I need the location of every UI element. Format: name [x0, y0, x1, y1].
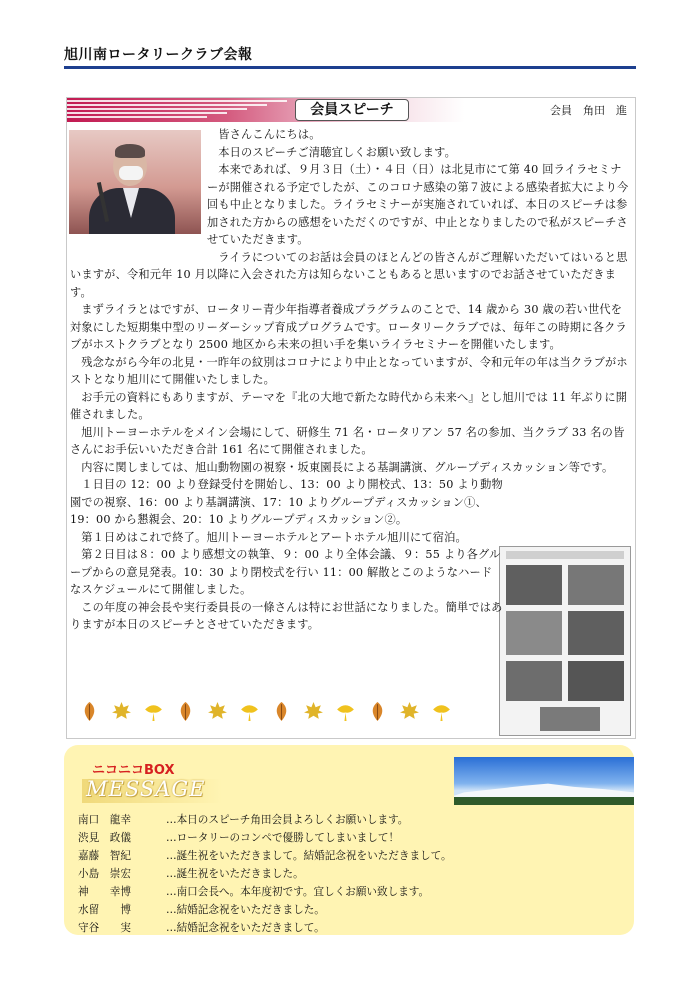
member-name: 嘉藤 智紀	[78, 850, 131, 862]
member-message: …結婚記念祝をいただきまして。	[166, 922, 325, 934]
autumn-leaf-icon	[175, 701, 196, 722]
message-label: MESSAGE	[86, 777, 206, 801]
speech-paragraph: 本来であれば、９月３日（土）・４日（日）は北見市にて第 40 回ライラセミナーが開催される予定でしたが、このコロナ感染の第７波による感染者拡大により今回も中止となりました。ライラセミナーが実施されていれば、本日のスピーチは参加された方からの感想をいただくのですが、中止となりましたので私がスピーチさせていただきます。	[207, 163, 629, 246]
ginkgo-leaf-icon	[335, 701, 356, 722]
member-name: 渋見 政儀	[78, 832, 131, 844]
speech-paragraph: 第１日めはこれで終了。旭川トーヨーホテルとアートホテル旭川にて宿泊。	[81, 530, 467, 544]
ginkgo-leaf-icon	[431, 701, 452, 722]
member-message: …ロータリーのコンペで優勝してしまいまして！	[166, 832, 400, 844]
list-item	[78, 919, 452, 937]
member-message: …結婚記念祝をいただきました。	[166, 904, 325, 916]
speech-title: 会員スピーチ	[295, 99, 409, 121]
list-item	[78, 901, 452, 919]
member-message: …誕生祝をいただきまして。結婚記念祝をいただきまして。	[166, 850, 452, 862]
autumn-leaves-decoration	[79, 698, 479, 724]
speech-paragraph: ライラについてのお話は会員のほとんどの皆さんがご理解いただいてはいると思いますが、令和元年 10 月以降に入会された方は知らないこともあると思いますのでお話させていただきます。	[70, 250, 628, 299]
member-name: 小島 崇宏	[78, 868, 131, 880]
autumn-leaf-icon	[367, 701, 388, 722]
maple-leaf-icon	[399, 701, 420, 722]
list-item	[78, 883, 452, 901]
speech-paragraph: お手元の資料にもありますが、テーマを『北の大地で新たな時代から未来へ』とし旭川では 11 年ぶりに開催されました。	[70, 390, 628, 421]
speech-body	[67, 126, 635, 676]
speech-paragraph: この年度の神会長や実行委員長の一條さんは特にお世話になりました。簡単ではありますが本日のスピーチとさせていただきます。	[70, 600, 503, 631]
maple-leaf-icon	[111, 701, 132, 722]
member-message: …南口会長へ。本年度初です。宜しくお願い致します。	[166, 886, 430, 898]
member-name: 守谷 実	[78, 922, 131, 934]
speech-paragraph: 旭川トーヨーホテルをメイン会場にして、研修生 71 名・ロータリアン 57 名の参加、当クラブ 33 名の皆さんにお手伝いいただき合計 161 名にて開催されました。	[70, 425, 625, 456]
list-item	[78, 811, 452, 829]
autumn-leaf-icon	[79, 701, 100, 722]
speech-paragraph: 残念ながら今年の北見・一昨年の紋別はコロナにより中止となっていますが、令和元年の年は当クラブがホストとなり旭川にて開催いたしました。	[70, 355, 628, 386]
speech-section	[66, 97, 636, 739]
ginkgo-leaf-icon	[143, 701, 164, 722]
nico-message-list	[78, 811, 452, 937]
member-name: 神 幸博	[78, 886, 131, 898]
member-name: 南口 龍幸	[78, 814, 131, 826]
speech-paragraph: 本日のスピーチご清聴宜しくお願い致します。	[218, 145, 456, 159]
list-item	[78, 829, 452, 847]
list-item	[78, 865, 452, 883]
speech-paragraph: １日目の 12：00 より登録受付を開始し、13：00 より開校式、13：50 より動物園での視察、16：00 より基調講演、17：10 よりグループディスカッション①、19：00 から懇親会、20：10 よりグループディスカッション②。	[70, 478, 503, 526]
speech-header	[67, 98, 635, 122]
speech-paragraph: まずライラとはですが、ロータリー青少年指導者養成プラグラムのことで、14 歳から 30 歳の若い世代を対象にした短期集中型のリーダーシップ育成プログラムです。ロータリークラブでは、毎年この時期に各クラブがホストクラブとなり 2500 地区から未来の担い手を集いライラセミナーを開催いたします。	[70, 303, 627, 351]
autumn-leaf-icon	[271, 701, 292, 722]
header-rule	[64, 66, 636, 69]
header-stripes	[67, 98, 307, 122]
speaker-name: 会員 角田 進	[550, 104, 627, 117]
nico-box-section	[64, 745, 634, 935]
ginkgo-leaf-icon	[239, 701, 260, 722]
maple-leaf-icon	[207, 701, 228, 722]
newsletter-title: 旭川南ロータリークラブ会報	[64, 47, 253, 63]
speech-paragraph: 第２日目は８：00 より感想文の執筆、９：00 より全体会議、９：55 より各グループからの意見発表。10：30 より閉校式を行い 11：00 解散とこのようなハードなスケジュールにて開催しました。	[70, 548, 501, 596]
maple-leaf-icon	[303, 701, 324, 722]
nico-box-label: ニコニコBOX	[92, 763, 175, 778]
member-message: …本日のスピーチ角田会員よろしくお願いします。	[166, 814, 409, 826]
member-message: …誕生祝をいただきました。	[166, 868, 304, 880]
speech-paragraph: 皆さんこんにちは。	[218, 128, 321, 141]
mountain-photo	[454, 757, 634, 805]
list-item	[78, 847, 452, 865]
speech-paragraph: 内容に関しましては、旭山動物園の視察・坂東園長による基調講演、グループディスカッション等です。	[81, 460, 614, 474]
member-name: 水留 博	[78, 904, 131, 916]
